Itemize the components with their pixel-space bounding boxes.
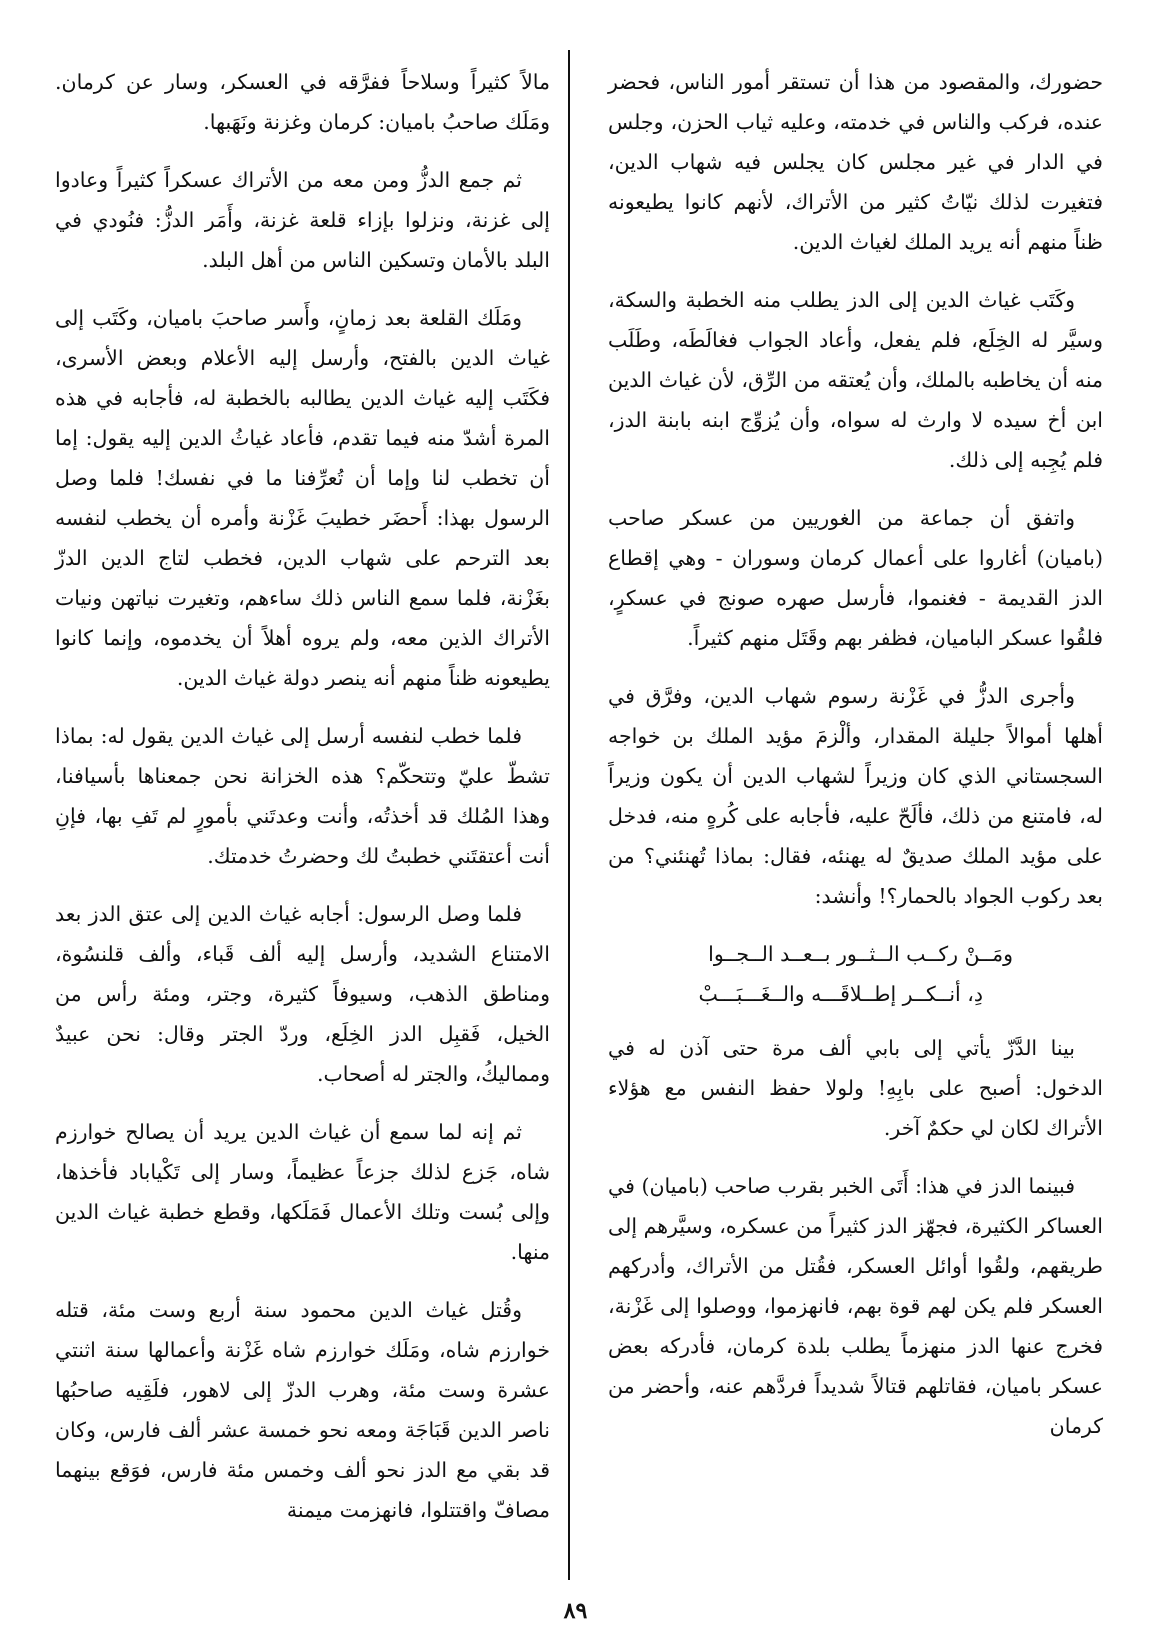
left-column	[55, 62, 550, 1548]
right-column	[608, 62, 1103, 1464]
paragraph: وكَتَب غياث الدين إلى الدز يطلب منه الخطبة والسكة، وسيَّر له الخِلَع، فلم يفعل، وأعاد الجواب فغالَطَه، وطَلَب منه أن يخاطبه بالملك، وأن يُعتقه من الرِّق، لأن غياث الدين ابن أخ سيده لا وارث له سواه، وأن يُزوِّج ابنه بابنة الدز، فلم يُجِبه إلى ذلك.	[608, 288, 1103, 472]
poem-verse	[608, 934, 1103, 1014]
verse-line-2: دِ، أنــكــر إطــلاقَـــه والــغَـــبَـــبْ	[698, 982, 983, 1006]
paragraph: واتفق أن جماعة من الغوريين من عسكر صاحب (باميان) أغاروا على أعمال كرمان وسوران - وهي إقطاع الدز القديمة - فغنموا، فأرسل صهره صونج في عسكرٍ، فلقُوا عسكر الباميان، فظفر بهم وقَتَل منهم كثيراً.	[608, 506, 1103, 650]
paragraph: فبينما الدز في هذا: أَتَى الخبر بقرب صاحب (باميان) في العساكر الكثيرة، فجهّز الدز كثيراً من عسكره، وسيَّرهم إلى طريقهم، ولقُوا أوائل العسكر، فقُتل من الأتراك، وأدركهم العسكر فلم يكن لهم قوة بهم، فانهزموا، ووصلوا إلى غَزْنة، فخرج عنها الدز منهزماً يطلب بلدة كرمان، فأدركه بعض عسكر باميان، فقاتلهم قتالاً شديداً فردَّهم عنه، وأحضر من كرمان	[608, 1174, 1103, 1438]
paragraph: بينا الدَّزّ يأتي إلى بابي ألف مرة حتى آذن له في الدخول: أصبح على بابِهِ! ولولا حفظ النفس مع هؤلاء الأتراك لكان لي حكمٌ آخر.	[608, 1036, 1103, 1140]
paragraph: وقُتل غياث الدين محمود سنة أربع وست مئة، قتله خوارزم شاه، ومَلَك خوارزم شاه غَزْنة وأعمالها سنة اثنتي عشرة وست مئة، وهرب الدزّ إلى لاهور، فلَقِيه صاحبُها ناصر الدين قَبَاجَة ومعه نحو خمسة عشر ألف فارس، وكان قد بقي مع الدز نحو ألف وخمس مئة فارس، فوَقع بينهما مصافّ واقتتلوا، فانهزمت ميمنة	[55, 1298, 550, 1522]
paragraph: ثم جمع الدزُّ ومن معه من الأتراك عسكراً كثيراً وعادوا إلى غزنة، ونزلوا بإزاء قلعة غزنة، وأَمَر الدزُّ: فنُودي في البلد بالأمان وتسكين الناس من أهل البلد.	[55, 168, 550, 272]
paragraph: وأجرى الدزُّ في غَزْنة رسوم شهاب الدين، وفرَّق في أهلها أموالاً جليلة المقدار، وألْزمَ مؤيد الملك بن خواجه السجستاني الذي كان وزيراً لشهاب الدين أن يكون وزيراً له، فامتنع من ذلك، فألَحّ عليه، فأجابه على كُرهٍ منه، فدخل على مؤيد الملك صديقٌ له يهنئه، فقال: بماذا تُهنئني؟ من بعد ركوب الجواد بالحمار؟! وأنشد:	[608, 684, 1103, 908]
column-divider	[568, 50, 570, 1580]
paragraph: مالاً كثيراً وسلاحاً ففرَّقه في العسكر، وسار عن كرمان. ومَلَك صاحبُ باميان: كرمان وغزنة ونَهَبها.	[55, 70, 550, 134]
paragraph: فلما خطب لنفسه أرسل إلى غياث الدين يقول له: بماذا تشطّ عليّ وتتحكّم؟ هذه الخزانة نحن جمعناها بأسيافنا، وهذا المُلك قد أخذتُه، وأنت وعدتَني بأمورٍ لم تَفِ بها، فإنِ أنت أعتقتَني خطبتُ لك وحضرتُ خدمتك.	[55, 724, 550, 868]
verse-line-1: ومَــنْ ركــب الــثــور بــعــد الــجــوا	[708, 942, 1013, 966]
paragraph: حضورك، والمقصود من هذا أن تستقر أمور الناس، فحضر عنده، فركب والناس في خدمته، وعليه ثياب الحزن، وجلس في الدار في غير مجلس كان يجلس فيه شهاب الدين، فتغيرت لذلك نيّاتُ كثير من الأتراك، لأنهم كانوا يطيعونه ظناً منهم أنه يريد الملك لغياث الدين.	[608, 70, 1103, 254]
paragraph: فلما وصل الرسول: أجابه غياث الدين إلى عتق الدز بعد الامتناع الشديد، وأرسل إليه ألف قَباء، وألف قلنسُوة، ومناطق الذهب، وسيوفاً كثيرة، وجتر، ومئة رأس من الخيل، فَقبِل الدز الخِلَع، وردّ الجتر وقال: نحن عبيدٌ ومماليكُ، والجتر له أصحاب.	[55, 902, 550, 1086]
paragraph: ومَلَك القلعة بعد زمانٍ، وأَسر صاحبَ باميان، وكَتَب إلى غياث الدين بالفتح، وأرسل إليه الأعلام وبعض الأسرى، فكَتَب إليه غياث الدين يطالبه بالخطبة له، فأجابه في هذه المرة أشدّ منه فيما تقدم، فأعاد غياثُ الدين إليه يقول: إما أن تخطب لنا وإما أن تُعرِّفنا ما في نفسك! فلما وصل الرسول بهذا: أَحضَر خطيبَ غَزْنة وأمره أن يخطب لنفسه بعد الترحم على شهاب الدين، فخطب لتاج الدين الدزّ بغَزْنة، فلما سمع الناس ذلك ساءهم، وتغيرت نياتهن ونيات الأتراك الذين معه، ولم يروه أهلاً أن يخدموه، وإنما كانوا يطيعونه ظناً منهم أنه ينصر دولة غياث الدين.	[55, 306, 550, 690]
paragraph: ثم إنه لما سمع أن غياث الدين يريد أن يصالح خوارزم شاه، جَزع لذلك جزعاً عظيماً، وسار إلى تَكْياباد فأخذها، وإلى بُست وتلك الأعمال فَمَلَكها، وقطع خطبة غياث الدين منها.	[55, 1120, 550, 1264]
page-number: ٨٩	[563, 1598, 588, 1624]
